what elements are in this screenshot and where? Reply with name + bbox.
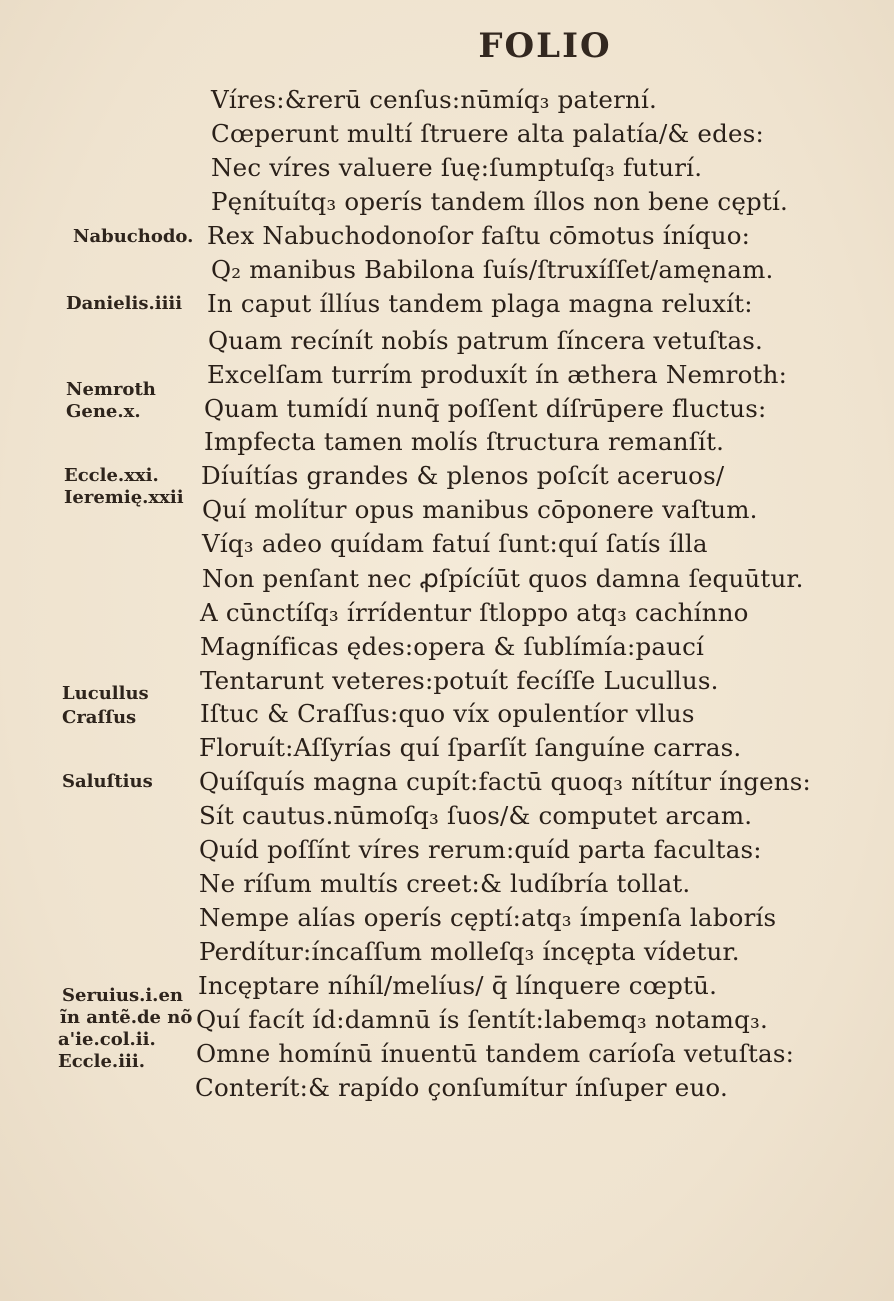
text-line: In caput íllíus tandem plaga magna reluxít: (207, 289, 753, 318)
margin-note: Saluſtius (62, 771, 153, 792)
margin-note: Danielis.iiii (66, 293, 183, 314)
text-line: Sít cautus.nūmoſq₃ ſuos/& computet arcam. (199, 801, 753, 830)
text-line: Díuítías grandes & plenos poſcít aceruos/ (201, 461, 725, 490)
text-line: Cœperunt multí ſtruere alta palatía/& edes: (211, 119, 764, 148)
margin-note: Gene.x. (66, 401, 141, 422)
folio-heading: FOLIO (478, 26, 612, 66)
text-line: Incęptare níhíl/melíus/ q̄ línquere cœptū. (198, 971, 718, 1000)
margin-note: Nabuchodo. (73, 226, 194, 247)
text-line: Floruít:Aſſyrías quí ſparſít ſanguíne carras. (199, 733, 742, 762)
text-line: Magníficas ędes:opera & ſublímía:paucí (200, 632, 705, 661)
text-line: Non penſant nec ꝓſpícíūt quos damna ſequūtur. (202, 564, 804, 593)
text-line: Perdítur:íncaſſum molleſq₃ íncępta vídetur. (199, 937, 740, 966)
margin-note: Craſſus (62, 707, 137, 728)
text-line: Tentarunt veteres:potuít fecíſſe Lucullus. (200, 666, 719, 695)
text-line: Quam tumídí nunq̄ poſſent díſrūpere fluctus: (204, 394, 767, 423)
margin-note: ĩn antẽ.de nõ (60, 1007, 193, 1028)
text-line: Nempe alías operís cęptí:atq₃ ímpenſa laborís (199, 903, 777, 932)
margin-note: Eccle.xxi. (64, 465, 159, 486)
text-line: Q₂ manibus Babilona ſuís/ſtruxíſſet/amęnam. (211, 255, 774, 284)
text-line: Excelſam turrím produxít ín æthera Nemroth: (207, 360, 788, 389)
margin-note: Ieremię.xxii (64, 487, 184, 508)
text-line: Conterít:& rapído çonſumítur ínſuper euo. (195, 1073, 728, 1102)
text-line: Impfecta tamen molís ſtructura remanſít. (204, 427, 725, 456)
text-line: Quí molítur opus manibus cōponere vaſtum. (202, 495, 758, 524)
text-line: Nec víres valuere ſuę:ſumptuſq₃ futurí. (211, 153, 703, 182)
text-line: A cūnctíſq₃ írrídentur ſtloppo atq₃ cachínno (200, 598, 749, 627)
text-line: Rex Nabuchodonoſor faſtu cōmotus íníquo: (207, 221, 751, 250)
text-line: Víres:&rerū cenſus:nūmíq₃ paterní. (211, 85, 658, 114)
text-line: Quíd poſſínt víres rerum:quíd parta facultas: (199, 835, 762, 864)
text-line: Víq₃ adeo quídam fatuí ſunt:quí ſatís ílla (202, 529, 708, 558)
text-line: Pęnítuítq₃ operís tandem íllos non bene cęptí. (211, 187, 789, 216)
margin-note: Nemroth (66, 379, 156, 400)
text-line: Omne homínū ínuentū tandem caríoſa vetuſtas: (196, 1039, 795, 1068)
margin-note: a'ie.col.ii. (58, 1029, 156, 1050)
text-line: Quíſquís magna cupít:factū quoq₃ nítítur íngens: (199, 767, 811, 796)
margin-note: Seruius.i.en (62, 985, 183, 1006)
margin-note: Eccle.iii. (58, 1051, 145, 1072)
text-line: Iſtuc & Craſſus:quo víx opulentíor vllus (200, 699, 695, 728)
margin-note: Lucullus (62, 683, 149, 704)
text-line: Quí facít íd:damnū ís ſentít:labemq₃ notamq₃. (196, 1005, 768, 1034)
text-line: Ne ríſum multís creet:& ludíbría tollat. (199, 869, 691, 898)
text-line: Quam recínít nobís patrum ſíncera vetuſtas. (208, 326, 764, 355)
